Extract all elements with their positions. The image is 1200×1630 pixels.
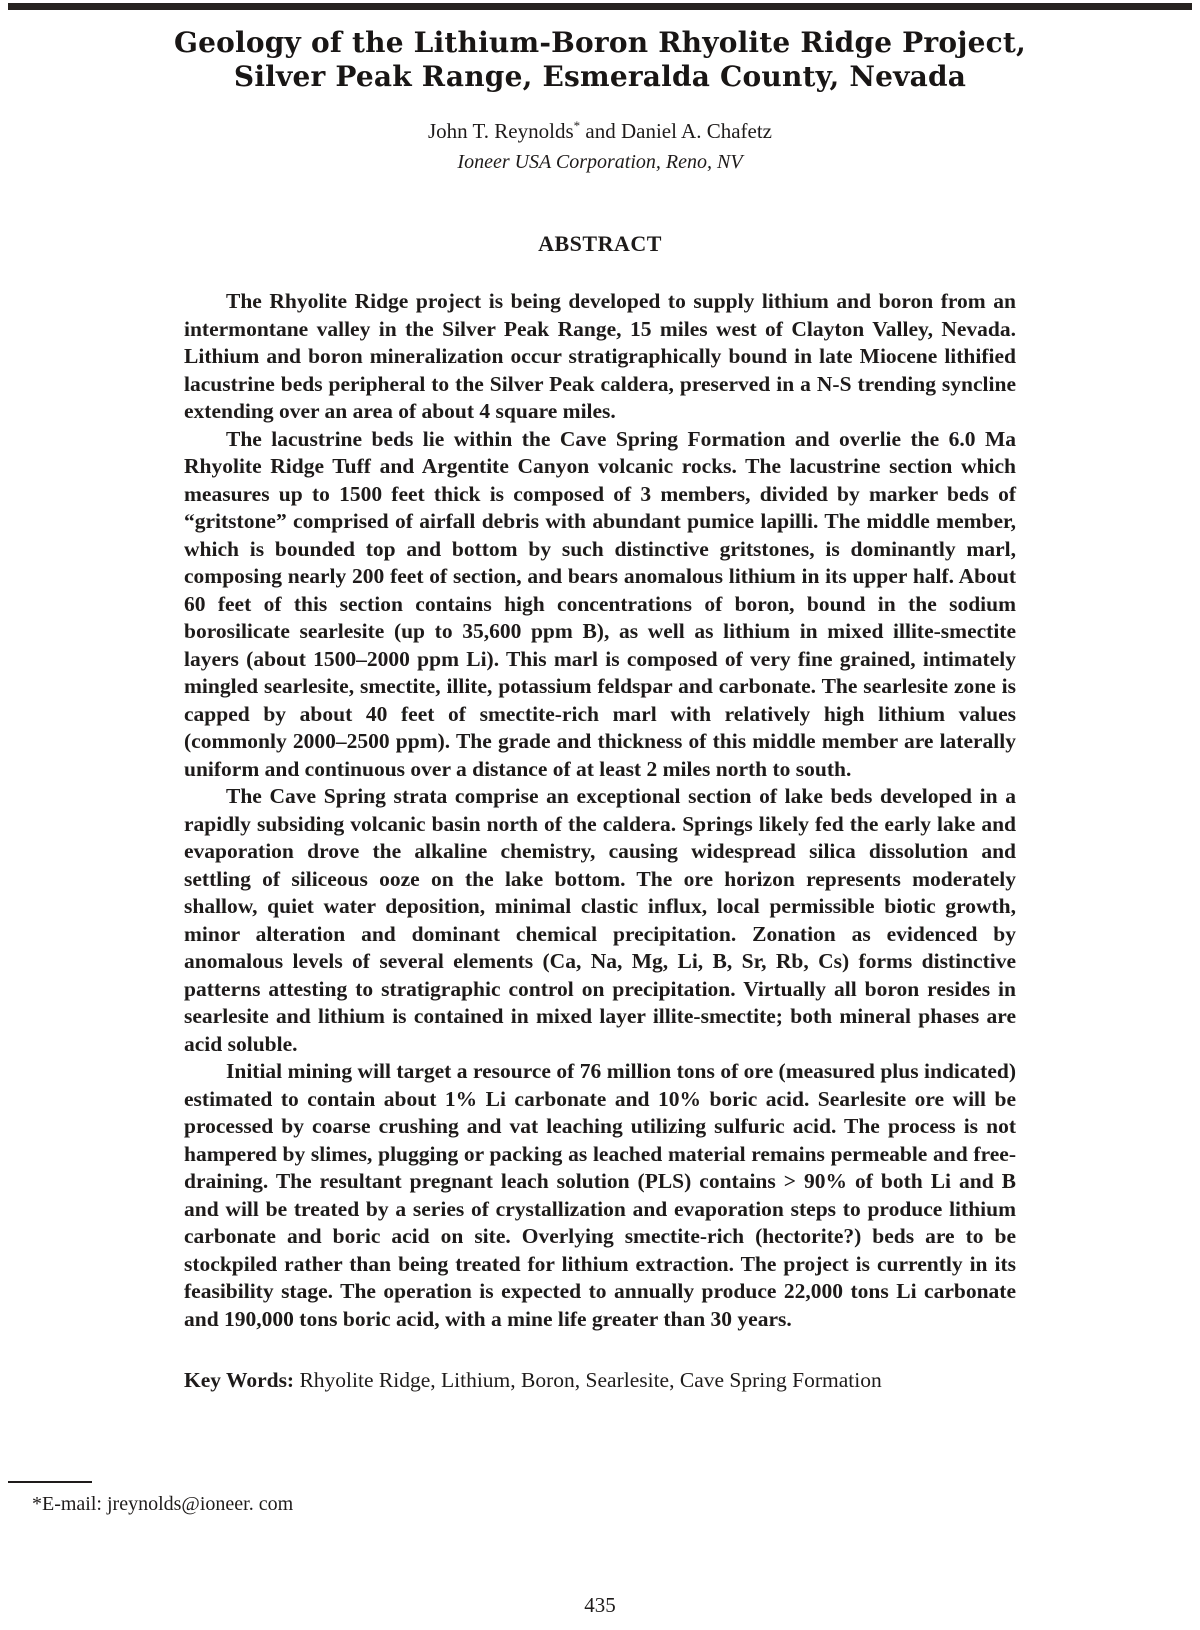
abstract-paragraph-4: Initial mining will target a resource of 76 million tons of ore (measured plus indicated) estimated to contain about 1% Li carbonate and 10% boric acid. Searlesite ore will be processed by coarse crushing and vat leaching utilizing sulfuric acid. The process is not hampered by slimes, plugging or packing as leached material remains permeable and free-draining. The resultant pregnant leach solution (PLS) contains > 90% of both Li and B and will be treated by a series of crystallization and evaporation steps to produce lithium carbonate and boric acid on site. Overlying smectite-rich (hectorite?) beds are to be stockpiled rather than being treated for lithium extraction. The project is currently in its feasibility stage. The operation is expected to annually produce 22,000 tons Li carbonate and 190,000 tons boric acid, with a mine life greater than 30 years.	[184, 1059, 1016, 1331]
keywords-line	[184, 1367, 1016, 1393]
footnote-email: *E-mail: jreynolds@ioneer. com	[32, 1493, 294, 1515]
author-name-2: and Daniel A. Chafetz	[580, 119, 772, 143]
paper-title	[0, 0, 1200, 94]
footnote-marker-sup: *	[573, 118, 581, 133]
footnote-rule	[8, 1481, 92, 1483]
author-name-1: John T. Reynolds	[427, 119, 574, 143]
abstract-paragraph-1: The Rhyolite Ridge project is being developed to supply lithium and boron from an intermontane valley in the Silver Peak Range, 15 miles west of Clayton Valley, Nevada. Lithium and boron mineralization occur stratigraphically bound in late Miocene lithified lacustrine beds peripheral to the Silver Peak caldera, preserved in a N-S trending syncline extending over an area of about 4 square miles.	[184, 289, 1016, 423]
abstract-paragraph-2: The lacustrine beds lie within the Cave Spring Formation and overlie the 6.0 Ma Rhyolite Ridge Tuff and Argentite Canyon volcanic rocks. The lacustrine section which measures up to 1500 feet thick is composed of 3 members, divided by marker beds of “gritstone” comprised of airfall debris with abundant pumice lapilli. The middle member, which is bounded top and bottom by such distinctive gritstones, is dominantly marl, composing nearly 200 feet of section, and bears anomalous lithium in its upper half. About 60 feet of this section contains high concentrations of boron, bound in the sodium borosilicate searlesite (up to 35,600 ppm B), as well as lithium in mixed illite-smectite layers (about 1500–2000 ppm Li). This marl is composed of very fine grained, intimately mingled searlesite, smectite, illite, potassium feldspar and carbonate. The searlesite zone is capped by about 40 feet of smectite-rich marl with relatively high lithium values (commonly 2000–2500 ppm). The grade and thickness of this middle member are laterally uniform and continuous over a distance of at least 2 miles north to south.	[184, 426, 1016, 781]
abstract-heading: ABSTRACT	[538, 231, 662, 256]
title-line-2: Silver Peak Range, Esmeralda County, Nevada	[233, 60, 967, 93]
affiliation-line: Ioneer USA Corporation, Reno, NV	[457, 151, 743, 173]
abstract-body	[184, 288, 1016, 1333]
keywords-label: Key Words:	[184, 1368, 295, 1392]
keywords-list: Rhyolite Ridge, Lithium, Boron, Searlesite, Cave Spring Formation	[299, 1368, 882, 1392]
page-number: 435	[584, 1593, 616, 1617]
abstract-paragraph-3: The Cave Spring strata comprise an exceptional section of lake beds developed in a rapidly subsiding volcanic basin north of the caldera. Springs likely fed the early lake and evaporation drove the alkaline chemistry, causing widespread silica dissolution and settling of siliceous ooze on the lake bottom. The ore horizon represents moderately shallow, quiet water deposition, minimal clastic influx, local permissible biotic growth, minor alteration and dominant chemical precipitation. Zonation as evidenced by anomalous levels of several elements (Ca, Na, Mg, Li, B, Sr, Rb, Cs) forms distinctive patterns attesting to stratigraphic control on precipitation. Virtually all boron resides in searlesite and lithium is contained in mixed layer illite-smectite; both mineral phases are acid soluble.	[184, 784, 1016, 1056]
top-rule	[8, 3, 1192, 10]
authors-line	[0, 119, 1200, 143]
title-line-1: Geology of the Lithium-Boron Rhyolite Ridge Project,	[174, 26, 1026, 59]
